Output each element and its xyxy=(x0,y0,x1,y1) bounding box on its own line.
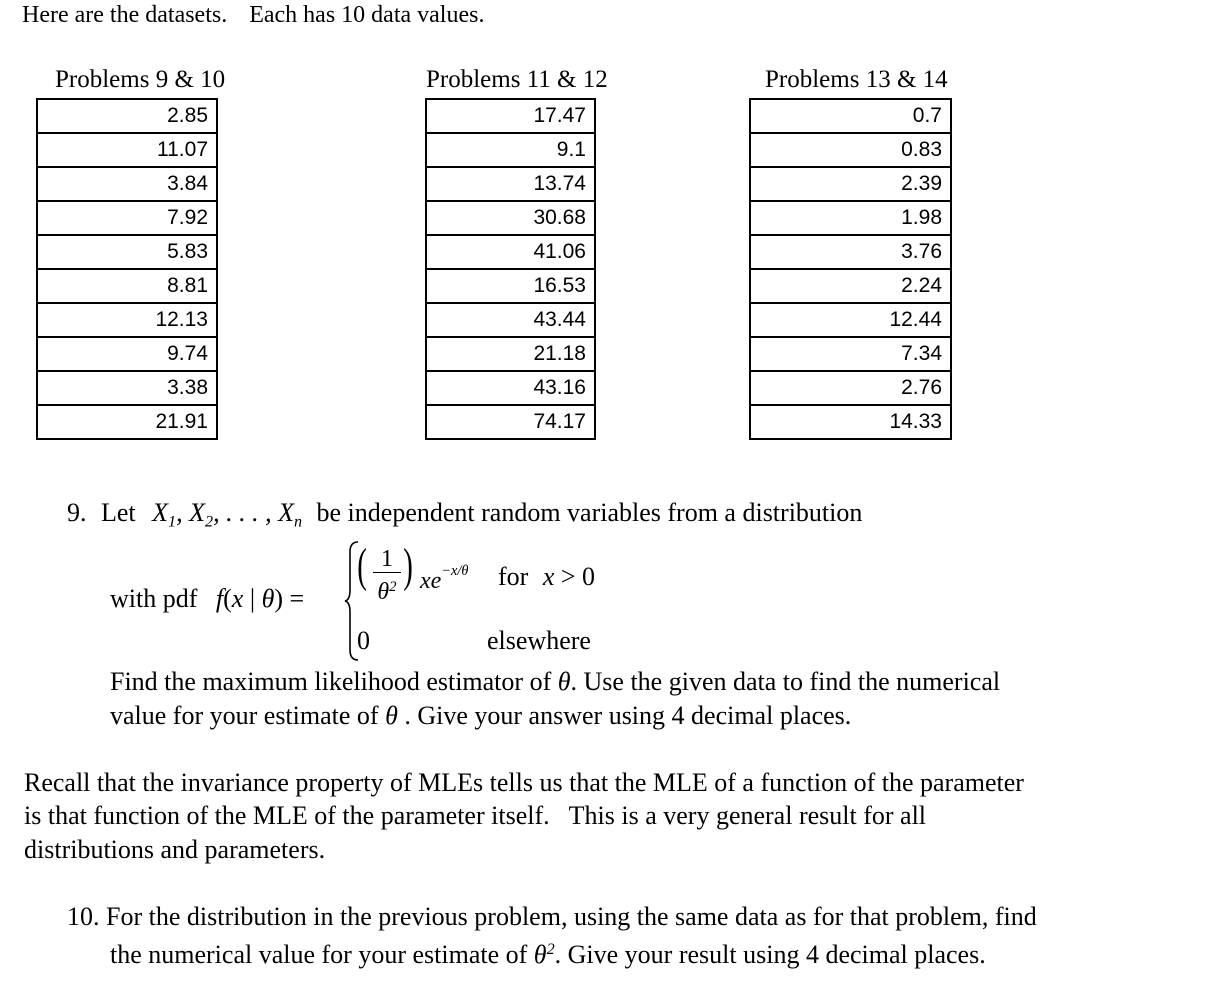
table-row xyxy=(37,167,217,201)
find1-tail: Use the given data to find the numerical xyxy=(583,667,1001,696)
table-cell: 41.06 xyxy=(426,235,595,269)
exp-term: $xe^{-x/\theta}$ xyxy=(420,563,469,594)
theta-squared: $\theta^2$ xyxy=(533,940,555,969)
dataset-table-2 xyxy=(425,98,596,440)
fraction-numerator: 1 xyxy=(381,546,393,572)
recall-line2: is that function of the MLE of the parameter itself. This is a very general result for all xyxy=(24,801,927,830)
dataset-title-2: Problems 11 & 12 xyxy=(426,66,608,93)
table-row xyxy=(37,337,217,371)
case1-condition xyxy=(498,562,595,592)
table-cell: 7.92 xyxy=(37,201,217,235)
table-cell: 43.44 xyxy=(426,303,595,337)
table-row xyxy=(750,269,951,303)
table-cell: 17.47 xyxy=(426,99,595,133)
table-cell: 2.85 xyxy=(37,99,217,133)
table-row xyxy=(37,201,217,235)
table-cell: 1.98 xyxy=(750,201,951,235)
intro-part1: Here are the datasets. xyxy=(22,2,228,28)
recall-line1: Recall that the invariance property of MLEs tells us that the MLE of a function of the parameter xyxy=(24,768,1024,797)
table-row xyxy=(750,201,951,235)
table-row xyxy=(426,269,595,303)
find2-punct: . xyxy=(397,701,418,730)
fraction-denominator: $\theta^2$ xyxy=(377,579,397,606)
problem10-text1: For the distribution in the previous problem, using the same data as for that problem, find xyxy=(106,902,1037,931)
table-cell: 12.44 xyxy=(750,303,951,337)
case1-inequality-rest: > 0 xyxy=(554,562,596,591)
problem9-lead: Let xyxy=(101,498,136,527)
table-row xyxy=(37,405,217,439)
table-cell: 0.7 xyxy=(750,99,951,133)
dataset-table-3 xyxy=(749,98,952,440)
table-cell: 74.17 xyxy=(426,405,595,439)
problem10-line1 xyxy=(67,902,1037,932)
table-row xyxy=(37,99,217,133)
table-cell: 21.18 xyxy=(426,337,595,371)
table-cell: 16.53 xyxy=(426,269,595,303)
table-cell: 2.39 xyxy=(750,167,951,201)
table-row xyxy=(750,371,951,405)
problem10-line2 xyxy=(110,940,986,970)
table-row xyxy=(750,337,951,371)
theta-symbol: θ xyxy=(557,667,571,696)
table-cell: 14.33 xyxy=(750,405,951,439)
dataset-table-1 xyxy=(36,98,218,440)
find1-text: Find the maximum likelihood estimator of xyxy=(110,667,552,696)
find2-tail: Give your answer using 4 decimal places. xyxy=(417,701,852,730)
problem10-number: 10. xyxy=(67,902,100,931)
right-paren: ) xyxy=(403,539,413,592)
theta-symbol-2: θ xyxy=(385,701,398,730)
table-cell: 3.38 xyxy=(37,371,217,405)
table-cell: 8.81 xyxy=(37,269,217,303)
table-row xyxy=(37,235,217,269)
dataset-title-1: Problems 9 & 10 xyxy=(55,66,226,93)
table-row xyxy=(750,99,951,133)
table-cell: 11.07 xyxy=(37,133,217,167)
table-cell: 0.83 xyxy=(750,133,951,167)
table-row xyxy=(426,201,595,235)
problem10-text2b: Give your result using 4 decimal places. xyxy=(567,940,986,969)
table-cell: 9.1 xyxy=(426,133,595,167)
case2-value: 0 xyxy=(357,626,370,655)
intro-text xyxy=(22,2,484,29)
table-row xyxy=(426,235,595,269)
table-cell: 2.76 xyxy=(750,371,951,405)
problem9-variables: $X_1$, $X_2$, . . . , $X_n$ xyxy=(152,498,303,531)
table-cell: 3.76 xyxy=(750,235,951,269)
table-row xyxy=(750,235,951,269)
pdf-label: with pdf xyxy=(110,584,198,613)
table-row xyxy=(426,405,595,439)
table-row xyxy=(37,303,217,337)
problem9-find-line2 xyxy=(110,701,851,731)
problem9-statement xyxy=(67,498,862,532)
table-cell: 43.16 xyxy=(426,371,595,405)
table-cell: 13.74 xyxy=(426,167,595,201)
problem10-punct: . xyxy=(554,940,568,969)
table-row xyxy=(37,269,217,303)
problem9-find-line1 xyxy=(110,667,1000,697)
table-row xyxy=(426,133,595,167)
problem9-vars-tail: be independent random variables from a distribution xyxy=(316,498,863,527)
pdf-function: f(x | θ) = xyxy=(215,584,305,613)
table-cell: 5.83 xyxy=(37,235,217,269)
table-cell: 3.84 xyxy=(37,167,217,201)
table-cell: 7.34 xyxy=(750,337,951,371)
table-cell: 9.74 xyxy=(37,337,217,371)
table-cell: 12.13 xyxy=(37,303,217,337)
find1-punct: . xyxy=(570,667,584,696)
table-row xyxy=(37,371,217,405)
case1-cond-label: for xyxy=(498,562,529,591)
table-row xyxy=(750,405,951,439)
table-row xyxy=(426,371,595,405)
table-row xyxy=(426,303,595,337)
table-row xyxy=(426,167,595,201)
find2-text: value for your estimate of xyxy=(110,701,379,730)
dataset-title-3: Problems 13 & 14 xyxy=(765,66,948,93)
table-row xyxy=(426,99,595,133)
recall-line3: distributions and parameters. xyxy=(24,835,326,864)
table-row xyxy=(426,337,595,371)
problem10-text2a: the numerical value for your estimate of xyxy=(110,940,528,969)
case1-inequality: x xyxy=(542,562,555,591)
pdf-definition xyxy=(110,584,304,614)
table-row xyxy=(750,303,951,337)
case2-condition: elsewhere xyxy=(487,626,591,655)
fraction-one-over-theta-sq xyxy=(372,546,402,606)
table-cell: 2.24 xyxy=(750,269,951,303)
table-cell: 30.68 xyxy=(426,201,595,235)
problem9-number: 9. xyxy=(67,498,87,527)
table-cell: 21.91 xyxy=(37,405,217,439)
intro-part2: Each has 10 data values. xyxy=(249,2,485,28)
left-paren: ( xyxy=(357,539,367,592)
table-row xyxy=(37,133,217,167)
table-row xyxy=(750,133,951,167)
table-row xyxy=(750,167,951,201)
